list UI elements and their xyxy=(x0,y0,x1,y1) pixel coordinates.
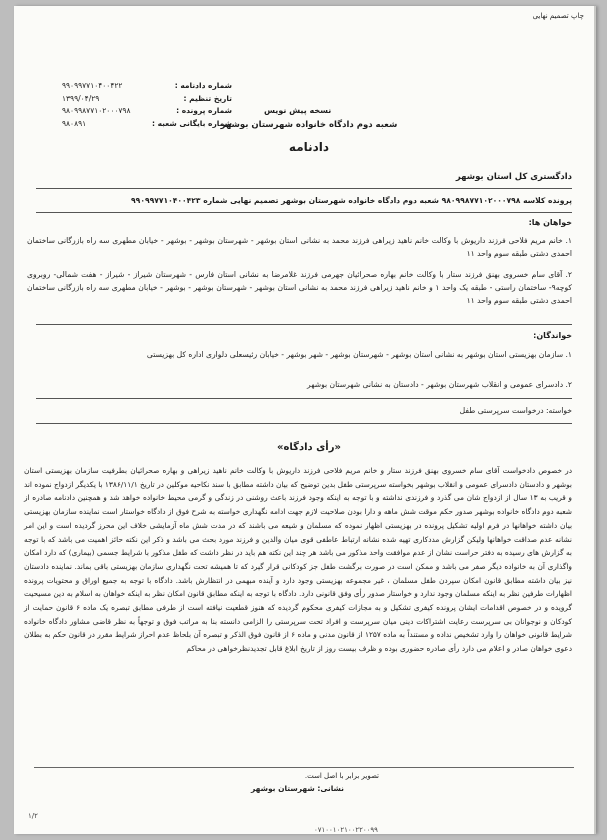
organization-name: دادگستری کل استان بوشهر xyxy=(455,172,572,182)
document-title: دادنامه xyxy=(288,140,330,154)
plaintiff-1: ۱. خانم مریم فلاحی فرزند داریوش با وکالت خانم ناهید زیراهی فرزند محمد به نشانی استان بوشهر - شهرستان بوشهر - بوشهر - خیابان مطهری سه راه بازرگانی ساختمان احمدی دشتی طبقه سوم واحد ۱۱ xyxy=(27,236,572,258)
meta-value: ۹۸۰۸۹۱ xyxy=(62,118,87,128)
defendant-1: ۱. سازمان بهزیستی استان بوشهر به نشانی استان بوشهر - شهرستان بوشهر - شهر بوشهر - خیابان رئیسعلی دلواری اداره کل بهزیستی xyxy=(146,350,572,359)
divider xyxy=(36,398,572,399)
meta-row xyxy=(62,80,232,93)
document-page xyxy=(14,6,596,834)
plaintiffs-heading: خواهان ها: xyxy=(528,218,572,227)
divider xyxy=(36,188,572,189)
divider xyxy=(36,423,572,424)
verdict-body: در خصوص دادخواست آقای سام خسروی بهنق فرزند ستار و خانم مریم فلاحی فرزند داریوش با وکالت خانم ناهید زیراهی و بهاره صحرائیان بطرفیت سازمان بهزیستی استان بوشهر و دادستان دادسرای عمومی و انقلاب بوشهر بخواسته سرپرستی طفل بدین توضیح که بیان داشته مطابق با سند نکاحیه موکلین در تاریخ ۱۳۸۶/۱۱/۱ با یکدیگر ازدواج نموده اند و قریب به ۱۳ سال از ازدواج شان می گذرد و فرزندی نداشته و با توجه به اینکه وجود فرزند باعث روشنی در زندگی و گرمی محیط خانواده خواهد شد و همچنین دادنامه صادره از شعبه دوم دادگاه خانواده بوشهر صدور حکم موقت شش ماهه و دارا بودن صلاحیت لازم جهت ادامه نگهداری خواسته به شرح فوق از دادگاه خواستار است نماینده سازمان بهزیستی بیان داشته خواهانها در فرم اولیه تشکیل پرونده در بهزیستی اظهار نموده که مسلمان و شیعه می باشند که در مدت شش ماه آزمایشی خلاف این محرز گردیده است و این امر نشانه عدم صداقت خواهانها ولیکن گزارش مددکاری تهیه شده نشانه ارتباط عاطفی قوی میان والدین و فرزند مورد بحث می باشد و ذکر این نکته حائز اهمیت می باشد که با توجه به گزارش های رسیده به دفتر حراست نشان از عدم موافقت واحد مذکور می باشد هر چند این نکته هم باید در نظر داشت که طفل مذکور با شرایط جسمی (بیماری) که دارد امکان واگذاری آن به خانواده دیگر صفر می باشد و ممکن است در صورت برگشت طفل جز کودکانی قرار گیرد که تا همیشه تحت نگهداری سازمان بهزیستی باقی بماند. نماینده دادستان نیز بیان داشته مطابق قانون امکان سپردن طفل مسلمان ، غیر مجموعه بهزیستی وجود دارد و آینده مبهمی در انتظارش باشد. دادگاه با توجه به جمیع اوراق و محتویات پرونده اظهارات طرفین نظر به اینکه مسلمان وجود ندارد و خواستار صدور رأی وفق قانونی دارد. دادگاه با توجه به اینکه مطابق قانون امکان نظر به اینکه خواهان به اسلام به دین مسیحیت گرویده و در خصوص اقدامات ایشان پرونده کیفری تشکیل و به مجازات کیفری محکوم گردیده که هنوز قطعیت نیافته است از طرفی مطابق تبصره یک ماده ۶ قانون حمایت از کودکان و نوجوانان بی سرپرست رعایت اشتراکات دینی میان سرپرست و افراد تحت سرپرستی را الزامی دانسته بنا به مراتب فوق و توجهاً به نظر قاضی مشاور دادگاه خانواده شرایط قانونی خواهان را وارد تشخیص نداده و مستنداً به ماده ۱۲۵۷ از قانون مدنی و ماده ۶ از قانون فوق الذکر و تبصره آن بلحاظ عدم احراز شرایط مقرر در قانون حکم به بطلان دعوی خواهان صادر و اعلام می دارد رأی صادره حضوری بوده و ظرف بیست روز از تاریخ ابلاغ قابل تجدیدنظرخواهی در محاکم xyxy=(24,466,572,654)
request-line: خواسته: درخواست سرپرستی طفل xyxy=(459,406,572,415)
branch-title: شعبه دوم دادگاه خانواده شهرستان بوشهر xyxy=(220,120,398,130)
meta-label: تاریخ تنظیم : xyxy=(183,93,232,103)
draft-label: نسخه پیش نویس xyxy=(264,106,332,115)
print-note: چاپ تصمیم نهایی xyxy=(532,12,584,20)
case-line: پرونده کلاسه ۹۸۰۹۹۸۷۷۱۰۲۰۰۰۷۹۸ شعبه دوم دادگاه خانواده شهرستان بوشهر تصمیم نهایی شماره ۹۹۰۹۹۷۷۱۰۴۰۰۴۲۳ xyxy=(131,196,572,205)
meta-value: ۱۳۹۹/۰۴/۲۹ xyxy=(62,93,100,103)
meta-label: شماره بایگانی شعبه : xyxy=(151,118,232,128)
plaintiff-2: ۲. آقای سام خسروی بهنق فرزند ستار با وکالت خانم بهاره صحرائیان جهرمی فرزند غلامرضا به نشانی استان فارس - شهرستان شیراز - شیراز - هفت شمالی- روبروی کوچه۹- ساختمان راستی - طبقه یک واحد ۱ و خانم ناهید زیراهی فرزند محمد به نشانی استان بوشهر - شهرستان بوشهر - بوشهر - خیابان مطهری سه راه بازرگانی ساختمان احمدی دشتی طبقه سوم واحد ۱۱ xyxy=(27,270,572,305)
footer-address: نشانی: شهرستان بوشهر xyxy=(250,784,344,793)
divider xyxy=(36,324,572,325)
copy-certification: تصویر برابر با اصل است. xyxy=(304,772,379,780)
defendant-2: ۲. دادسرای عمومی و انقلاب شهرستان بوشهر - دادستان به نشانی شهرستان بوشهر xyxy=(307,380,572,389)
meta-row xyxy=(62,93,232,106)
meta-value: ۹۸۰۹۹۸۷۷۱۰۲۰۰۰۷۹۸ xyxy=(62,106,131,115)
page-number: ۱/۲ xyxy=(28,812,38,820)
footer-divider xyxy=(34,767,574,768)
meta-label: شماره پرونده : xyxy=(176,106,232,115)
document-serial: ۰۷۱۰۰۱۰۲۱۰۰۲۲۰۰۹۹ xyxy=(314,826,378,834)
defendants-heading: خواندگان: xyxy=(533,331,572,340)
meta-row xyxy=(62,105,232,118)
meta-value: ۹۹۰۹۹۷۷۱۰۴۰۰۴۲۲ xyxy=(62,81,123,90)
verdict-title: «رأی دادگاه» xyxy=(277,442,341,453)
meta-label: شماره دادنامه : xyxy=(174,81,232,90)
divider xyxy=(36,212,572,213)
